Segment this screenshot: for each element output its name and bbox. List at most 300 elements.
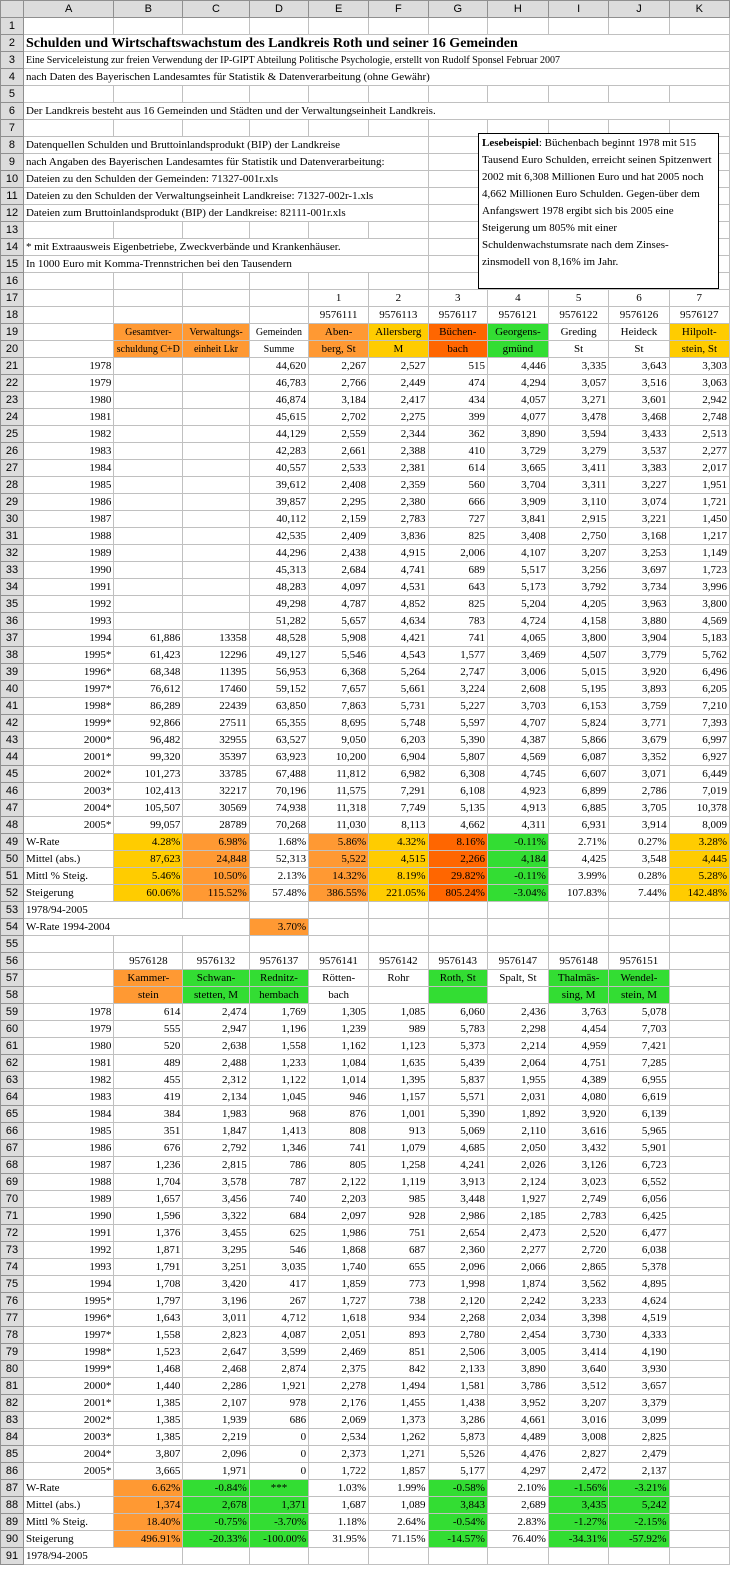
value-cell[interactable]: 1,305	[309, 1004, 369, 1021]
header-cell-top[interactable]: Hilpolt-	[669, 324, 729, 341]
column-header-k[interactable]: K	[669, 1, 729, 18]
text-cell[interactable]: 6	[609, 290, 669, 307]
value-cell[interactable]: 2,124	[487, 1174, 548, 1191]
value-cell[interactable]: 0.27%	[609, 834, 669, 851]
value-cell[interactable]: 44,129	[249, 426, 308, 443]
value-cell[interactable]: 4,297	[487, 1463, 548, 1480]
value-cell[interactable]: -0.58%	[428, 1480, 487, 1497]
value-cell[interactable]: 1,084	[309, 1055, 369, 1072]
empty-cell[interactable]	[369, 902, 428, 919]
value-cell[interactable]: 67,488	[249, 766, 308, 783]
value-cell[interactable]: 3,420	[183, 1276, 249, 1293]
row-label-cell[interactable]: 1987	[23, 511, 113, 528]
value-cell[interactable]: 3,383	[609, 460, 669, 477]
value-cell[interactable]	[183, 443, 249, 460]
row-header[interactable]: 34	[1, 579, 24, 596]
value-cell[interactable]: 57.48%	[249, 885, 308, 902]
value-cell[interactable]: 4.32%	[369, 834, 428, 851]
value-cell[interactable]: 3,126	[548, 1157, 609, 1174]
value-cell[interactable]: -20.33%	[183, 1531, 249, 1548]
value-cell[interactable]: 6,425	[609, 1208, 669, 1225]
value-cell[interactable]: 3,807	[114, 1446, 183, 1463]
empty-cell[interactable]	[548, 18, 609, 35]
value-cell[interactable]: 2.64%	[369, 1514, 428, 1531]
value-cell[interactable]: 6,955	[609, 1072, 669, 1089]
row-header[interactable]: 5	[1, 86, 24, 103]
value-cell[interactable]	[669, 1310, 729, 1327]
value-cell[interactable]: 978	[249, 1395, 308, 1412]
value-cell[interactable]: 3,168	[609, 528, 669, 545]
value-cell[interactable]: 3,665	[487, 460, 548, 477]
value-cell[interactable]: 913	[369, 1123, 428, 1140]
row-label-cell[interactable]: 1985	[23, 477, 113, 494]
value-cell[interactable]: 2,534	[309, 1429, 369, 1446]
value-cell[interactable]	[114, 562, 183, 579]
value-cell[interactable]: 3,433	[609, 426, 669, 443]
value-cell[interactable]: -100.00%	[249, 1531, 308, 1548]
value-cell[interactable]: 3,537	[609, 443, 669, 460]
empty-cell[interactable]	[309, 86, 369, 103]
row-header[interactable]: 50	[1, 851, 24, 868]
value-cell[interactable]: 45,313	[249, 562, 308, 579]
value-cell[interactable]: 6,203	[369, 732, 428, 749]
value-cell[interactable]: 1,373	[369, 1412, 428, 1429]
value-cell[interactable]: 773	[369, 1276, 428, 1293]
value-cell[interactable]: 4,446	[487, 358, 548, 375]
value-cell[interactable]: 1,939	[183, 1412, 249, 1429]
row-label-cell[interactable]: 2005*	[23, 817, 113, 834]
empty-cell[interactable]	[669, 902, 729, 919]
value-cell[interactable]: 2,408	[309, 477, 369, 494]
value-cell[interactable]: 3,379	[609, 1395, 669, 1412]
empty-cell[interactable]	[369, 222, 428, 239]
value-cell[interactable]: 625	[249, 1225, 308, 1242]
value-cell[interactable]: 2,661	[309, 443, 369, 460]
value-cell[interactable]: 2,417	[369, 392, 428, 409]
value-cell[interactable]: 2,468	[183, 1361, 249, 1378]
text-cell[interactable]: Schulden und Wirtschaftswachstum des Landkreis Roth und seiner 16 Gemeinden	[23, 35, 729, 52]
row-label-cell[interactable]: 1998*	[23, 1344, 113, 1361]
value-cell[interactable]: 989	[369, 1021, 428, 1038]
value-cell[interactable]: 4,190	[609, 1344, 669, 1361]
value-cell[interactable]: 1,998	[428, 1276, 487, 1293]
value-cell[interactable]: 808	[309, 1123, 369, 1140]
value-cell[interactable]	[183, 392, 249, 409]
value-cell[interactable]: 22439	[183, 698, 249, 715]
value-cell[interactable]: 1,413	[249, 1123, 308, 1140]
value-cell[interactable]: 8,695	[309, 715, 369, 732]
value-cell[interactable]	[669, 1242, 729, 1259]
row-label-cell[interactable]: 1996*	[23, 1310, 113, 1327]
row-label-cell[interactable]: 1990	[23, 1208, 113, 1225]
value-cell[interactable]: 1,596	[114, 1208, 183, 1225]
value-cell[interactable]: 51,282	[249, 613, 308, 630]
value-cell[interactable]: 4,389	[548, 1072, 609, 1089]
empty-cell[interactable]	[309, 1548, 369, 1565]
header-cell-top[interactable]	[23, 324, 113, 341]
row-header[interactable]: 6	[1, 103, 24, 120]
value-cell[interactable]: 555	[114, 1021, 183, 1038]
value-cell[interactable]: 4,476	[487, 1446, 548, 1463]
text-cell[interactable]: Dateien zu den Schulden der Verwaltungseinheit Landkreise: 71327-002r-1.xls	[23, 188, 428, 205]
value-cell[interactable]: 142.48%	[669, 885, 729, 902]
value-cell[interactable]: 49,298	[249, 596, 308, 613]
value-cell[interactable]: 4,531	[369, 579, 428, 596]
header-cell-bottom[interactable]: stein, St	[669, 341, 729, 358]
column-header-c[interactable]: C	[183, 1, 249, 18]
value-cell[interactable]: 3,207	[548, 545, 609, 562]
value-cell[interactable]: 2,219	[183, 1429, 249, 1446]
value-cell[interactable]: 101,273	[114, 766, 183, 783]
row-header[interactable]: 17	[1, 290, 24, 307]
value-cell[interactable]: 3,952	[487, 1395, 548, 1412]
text-cell[interactable]: 4	[487, 290, 548, 307]
value-cell[interactable]: 3,432	[548, 1140, 609, 1157]
value-cell[interactable]: 689	[428, 562, 487, 579]
value-cell[interactable]: 0	[249, 1446, 308, 1463]
value-cell[interactable]: 3,880	[609, 613, 669, 630]
value-cell[interactable]: 727	[428, 511, 487, 528]
value-cell[interactable]: 1,262	[369, 1429, 428, 1446]
value-cell[interactable]: 3,963	[609, 596, 669, 613]
value-cell[interactable]: 3,996	[669, 579, 729, 596]
value-cell[interactable]: 2,438	[309, 545, 369, 562]
column-header-a[interactable]: A	[23, 1, 113, 18]
value-cell[interactable]: 5,783	[428, 1021, 487, 1038]
value-cell[interactable]: 32955	[183, 732, 249, 749]
value-cell[interactable]: 2,381	[369, 460, 428, 477]
empty-cell[interactable]	[114, 307, 183, 324]
empty-cell[interactable]	[309, 919, 369, 936]
value-cell[interactable]: 5,177	[428, 1463, 487, 1480]
value-cell[interactable]	[669, 1208, 729, 1225]
value-cell[interactable]: 1,581	[428, 1378, 487, 1395]
value-cell[interactable]: 2.13%	[249, 868, 308, 885]
row-header[interactable]: 38	[1, 647, 24, 664]
value-cell[interactable]: 1,085	[369, 1004, 428, 1021]
value-cell[interactable]: 410	[428, 443, 487, 460]
value-cell[interactable]	[183, 426, 249, 443]
value-cell[interactable]: 5.46%	[114, 868, 183, 885]
value-cell[interactable]	[669, 1225, 729, 1242]
header-cell-top[interactable]: Büchen-	[428, 324, 487, 341]
value-cell[interactable]: 2,159	[309, 511, 369, 528]
value-cell[interactable]: 2,312	[183, 1072, 249, 1089]
empty-cell[interactable]	[369, 273, 428, 290]
value-cell[interactable]: 6,607	[548, 766, 609, 783]
value-cell[interactable]	[669, 1259, 729, 1276]
text-cell[interactable]: 1978/94-2005	[23, 902, 182, 919]
value-cell[interactable]: 2.10%	[487, 1480, 548, 1497]
value-cell[interactable]: 1,455	[369, 1395, 428, 1412]
value-cell[interactable]: 2,533	[309, 460, 369, 477]
value-cell[interactable]: 4,661	[487, 1412, 548, 1429]
value-cell[interactable]: 11,030	[309, 817, 369, 834]
value-cell[interactable]: 31.95%	[309, 1531, 369, 1548]
row-header[interactable]: 51	[1, 868, 24, 885]
value-cell[interactable]: 2,295	[309, 494, 369, 511]
value-cell[interactable]: 740	[249, 1191, 308, 1208]
empty-cell[interactable]	[369, 120, 428, 137]
row-header[interactable]: 35	[1, 596, 24, 613]
value-cell[interactable]: 3,011	[183, 1310, 249, 1327]
value-cell[interactable]: 45,615	[249, 409, 308, 426]
value-cell[interactable]: 2,380	[369, 494, 428, 511]
value-cell[interactable]: -1.56%	[548, 1480, 609, 1497]
value-cell[interactable]: 2,107	[183, 1395, 249, 1412]
value-cell[interactable]: 2,780	[428, 1327, 487, 1344]
row-label-cell[interactable]: Mittl % Steig.	[23, 868, 113, 885]
column-header-b[interactable]: B	[114, 1, 183, 18]
value-cell[interactable]: 1,239	[309, 1021, 369, 1038]
column-header-j[interactable]: J	[609, 1, 669, 18]
value-cell[interactable]: 3,352	[609, 749, 669, 766]
value-cell[interactable]: 825	[428, 528, 487, 545]
value-cell[interactable]: 1,723	[669, 562, 729, 579]
row-header[interactable]: 41	[1, 698, 24, 715]
row-label-cell[interactable]: 1999*	[23, 1361, 113, 1378]
value-cell[interactable]	[114, 375, 183, 392]
value-cell[interactable]: -0.11%	[487, 868, 548, 885]
empty-cell[interactable]	[309, 273, 369, 290]
value-cell[interactable]: 2,006	[428, 545, 487, 562]
value-cell[interactable]: 46,874	[249, 392, 308, 409]
value-cell[interactable]: 6,904	[369, 749, 428, 766]
column-header-g[interactable]: G	[428, 1, 487, 18]
value-cell[interactable]	[183, 375, 249, 392]
value-cell[interactable]	[114, 477, 183, 494]
value-cell[interactable]	[669, 1157, 729, 1174]
value-cell[interactable]	[114, 579, 183, 596]
value-cell[interactable]	[114, 443, 183, 460]
value-cell[interactable]: 6,723	[609, 1157, 669, 1174]
row-label-cell[interactable]: 1984	[23, 1106, 113, 1123]
value-cell[interactable]: 1,983	[183, 1106, 249, 1123]
text-cell[interactable]: 9576132	[183, 953, 249, 970]
row-label-cell[interactable]: 2002*	[23, 766, 113, 783]
value-cell[interactable]: 1,721	[669, 494, 729, 511]
row-header[interactable]: 30	[1, 511, 24, 528]
value-cell[interactable]: 3,008	[548, 1429, 609, 1446]
value-cell[interactable]: 2,203	[309, 1191, 369, 1208]
value-cell[interactable]: 1,450	[669, 511, 729, 528]
value-cell[interactable]: 60.06%	[114, 885, 183, 902]
value-cell[interactable]: 3,253	[609, 545, 669, 562]
value-cell[interactable]: 6,205	[669, 681, 729, 698]
value-cell[interactable]: 68,348	[114, 664, 183, 681]
header-cell-bottom[interactable]: M	[369, 341, 428, 358]
header-cell-top[interactable]: Thalmäs-	[548, 970, 609, 987]
value-cell[interactable]	[114, 460, 183, 477]
value-cell[interactable]: 2,120	[428, 1293, 487, 1310]
value-cell[interactable]: 5,204	[487, 596, 548, 613]
value-cell[interactable]: 2,678	[183, 1497, 249, 1514]
value-cell[interactable]	[669, 1463, 729, 1480]
empty-cell[interactable]	[249, 120, 308, 137]
value-cell[interactable]: 4,751	[548, 1055, 609, 1072]
value-cell[interactable]: 741	[309, 1140, 369, 1157]
header-cell-top[interactable]: Kammer-	[114, 970, 183, 987]
value-cell[interactable]: 3,469	[487, 647, 548, 664]
row-label-cell[interactable]: 1992	[23, 596, 113, 613]
value-cell[interactable]: 2,360	[428, 1242, 487, 1259]
row-header[interactable]: 84	[1, 1429, 24, 1446]
value-cell[interactable]: 4,707	[487, 715, 548, 732]
value-cell[interactable]: 3,599	[249, 1344, 308, 1361]
value-cell[interactable]: 4,065	[487, 630, 548, 647]
value-cell[interactable]: 2,069	[309, 1412, 369, 1429]
value-cell[interactable]: 1,558	[249, 1038, 308, 1055]
text-cell[interactable]: 9576121	[487, 307, 548, 324]
value-cell[interactable]: 1,157	[369, 1089, 428, 1106]
empty-cell[interactable]	[114, 86, 183, 103]
header-cell-top[interactable]: Georgens-	[487, 324, 548, 341]
row-header[interactable]: 73	[1, 1242, 24, 1259]
value-cell[interactable]: 787	[249, 1174, 308, 1191]
empty-cell[interactable]	[428, 86, 487, 103]
value-cell[interactable]	[669, 1021, 729, 1038]
value-cell[interactable]: 5,135	[428, 800, 487, 817]
value-cell[interactable]: 489	[114, 1055, 183, 1072]
value-cell[interactable]: 48,528	[249, 630, 308, 647]
empty-cell[interactable]	[309, 222, 369, 239]
value-cell[interactable]: 3,016	[548, 1412, 609, 1429]
empty-cell[interactable]	[249, 290, 308, 307]
empty-cell[interactable]	[183, 120, 249, 137]
value-cell[interactable]: 5,242	[609, 1497, 669, 1514]
value-cell[interactable]: 2,137	[609, 1463, 669, 1480]
row-label-cell[interactable]: 1993	[23, 613, 113, 630]
value-cell[interactable]: 4,787	[309, 596, 369, 613]
empty-cell[interactable]	[609, 18, 669, 35]
row-header[interactable]: 88	[1, 1497, 24, 1514]
empty-cell[interactable]	[183, 307, 249, 324]
row-header[interactable]: 70	[1, 1191, 24, 1208]
value-cell[interactable]: 934	[369, 1310, 428, 1327]
text-cell[interactable]: nach Angaben des Bayerischen Landesamtes für Statistik und Datenverarbeitung:	[23, 154, 428, 171]
row-header[interactable]: 72	[1, 1225, 24, 1242]
value-cell[interactable]: 52,313	[249, 851, 308, 868]
value-cell[interactable]: 2,176	[309, 1395, 369, 1412]
row-label-cell[interactable]: Steigerung	[23, 885, 113, 902]
value-cell[interactable]	[669, 1446, 729, 1463]
row-label-cell[interactable]: 1989	[23, 1191, 113, 1208]
empty-cell[interactable]	[548, 902, 609, 919]
value-cell[interactable]: 3,184	[309, 392, 369, 409]
value-cell[interactable]: 59,152	[249, 681, 308, 698]
value-cell[interactable]: 1,123	[369, 1038, 428, 1055]
value-cell[interactable]: 11395	[183, 664, 249, 681]
value-cell[interactable]: 805	[309, 1157, 369, 1174]
row-label-cell[interactable]: 2000*	[23, 732, 113, 749]
value-cell[interactable]: 5,439	[428, 1055, 487, 1072]
value-cell[interactable]: 5,373	[428, 1038, 487, 1055]
value-cell[interactable]: 5,901	[609, 1140, 669, 1157]
header-cell-top[interactable]: Rednitz-	[249, 970, 308, 987]
value-cell[interactable]	[669, 1361, 729, 1378]
value-cell[interactable]: 6,885	[548, 800, 609, 817]
header-cell-bottom[interactable]	[23, 987, 113, 1004]
value-cell[interactable]: 3,705	[609, 800, 669, 817]
row-label-cell[interactable]: 1994	[23, 630, 113, 647]
value-cell[interactable]: 4,915	[369, 545, 428, 562]
value-cell[interactable]: 29.82%	[428, 868, 487, 885]
value-cell[interactable]: 3,913	[428, 1174, 487, 1191]
value-cell[interactable]: 842	[369, 1361, 428, 1378]
row-header[interactable]: 33	[1, 562, 24, 579]
value-cell[interactable]: 2,749	[548, 1191, 609, 1208]
value-cell[interactable]	[114, 392, 183, 409]
value-cell[interactable]: 3,578	[183, 1174, 249, 1191]
value-cell[interactable]: 434	[428, 392, 487, 409]
empty-cell[interactable]	[309, 902, 369, 919]
value-cell[interactable]: 4,421	[369, 630, 428, 647]
value-cell[interactable]: 3,271	[548, 392, 609, 409]
value-cell[interactable]: 2,096	[183, 1446, 249, 1463]
value-cell[interactable]: 2,748	[669, 409, 729, 426]
row-label-cell[interactable]: 1997*	[23, 1327, 113, 1344]
value-cell[interactable]: 825	[428, 596, 487, 613]
text-cell[interactable]: Der Landkreis besteht aus 16 Gemeinden und Städten und der Verwaltungseinheit Landkreis.	[23, 103, 729, 120]
value-cell[interactable]: 7,703	[609, 1021, 669, 1038]
row-label-cell[interactable]: Mittl % Steig.	[23, 1514, 113, 1531]
empty-cell[interactable]	[609, 919, 669, 936]
value-cell[interactable]: 6,982	[369, 766, 428, 783]
value-cell[interactable]: 5,748	[369, 715, 428, 732]
empty-cell[interactable]	[23, 307, 113, 324]
value-cell[interactable]: 2,654	[428, 1225, 487, 1242]
value-cell[interactable]: 87,623	[114, 851, 183, 868]
value-cell[interactable]: 86,289	[114, 698, 183, 715]
value-cell[interactable]: 5,657	[309, 613, 369, 630]
row-header[interactable]: 58	[1, 987, 24, 1004]
row-header[interactable]: 46	[1, 783, 24, 800]
value-cell[interactable]: 3,914	[609, 817, 669, 834]
value-cell[interactable]: 1,494	[369, 1378, 428, 1395]
value-cell[interactable]: 2,865	[548, 1259, 609, 1276]
column-header-f[interactable]: F	[369, 1, 428, 18]
row-label-cell[interactable]: 2001*	[23, 749, 113, 766]
header-cell-top[interactable]: Schwan-	[183, 970, 249, 987]
value-cell[interactable]	[183, 562, 249, 579]
value-cell[interactable]: 2,359	[369, 477, 428, 494]
value-cell[interactable]: 33785	[183, 766, 249, 783]
value-cell[interactable]: 1,577	[428, 647, 487, 664]
value-cell[interactable]: 1,769	[249, 1004, 308, 1021]
value-cell[interactable]: 1,162	[309, 1038, 369, 1055]
value-cell[interactable]: 8,113	[369, 817, 428, 834]
row-header[interactable]: 25	[1, 426, 24, 443]
value-cell[interactable]: 3,779	[609, 647, 669, 664]
value-cell[interactable]: 1,374	[114, 1497, 183, 1514]
value-cell[interactable]: 419	[114, 1089, 183, 1106]
row-label-cell[interactable]: 1993	[23, 1259, 113, 1276]
value-cell[interactable]: 6.98%	[183, 834, 249, 851]
value-cell[interactable]: 384	[114, 1106, 183, 1123]
row-header[interactable]: 47	[1, 800, 24, 817]
header-cell-bottom[interactable]	[23, 341, 113, 358]
value-cell[interactable]: 2,026	[487, 1157, 548, 1174]
value-cell[interactable]: 5,661	[369, 681, 428, 698]
value-cell[interactable]: 5,837	[428, 1072, 487, 1089]
row-header[interactable]: 54	[1, 919, 24, 936]
value-cell[interactable]: 3,643	[609, 358, 669, 375]
value-cell[interactable]: 3,456	[183, 1191, 249, 1208]
value-cell[interactable]: -3.04%	[487, 885, 548, 902]
value-cell[interactable]: 4,519	[609, 1310, 669, 1327]
row-label-cell[interactable]: 1982	[23, 1072, 113, 1089]
value-cell[interactable]: 5,015	[548, 664, 609, 681]
